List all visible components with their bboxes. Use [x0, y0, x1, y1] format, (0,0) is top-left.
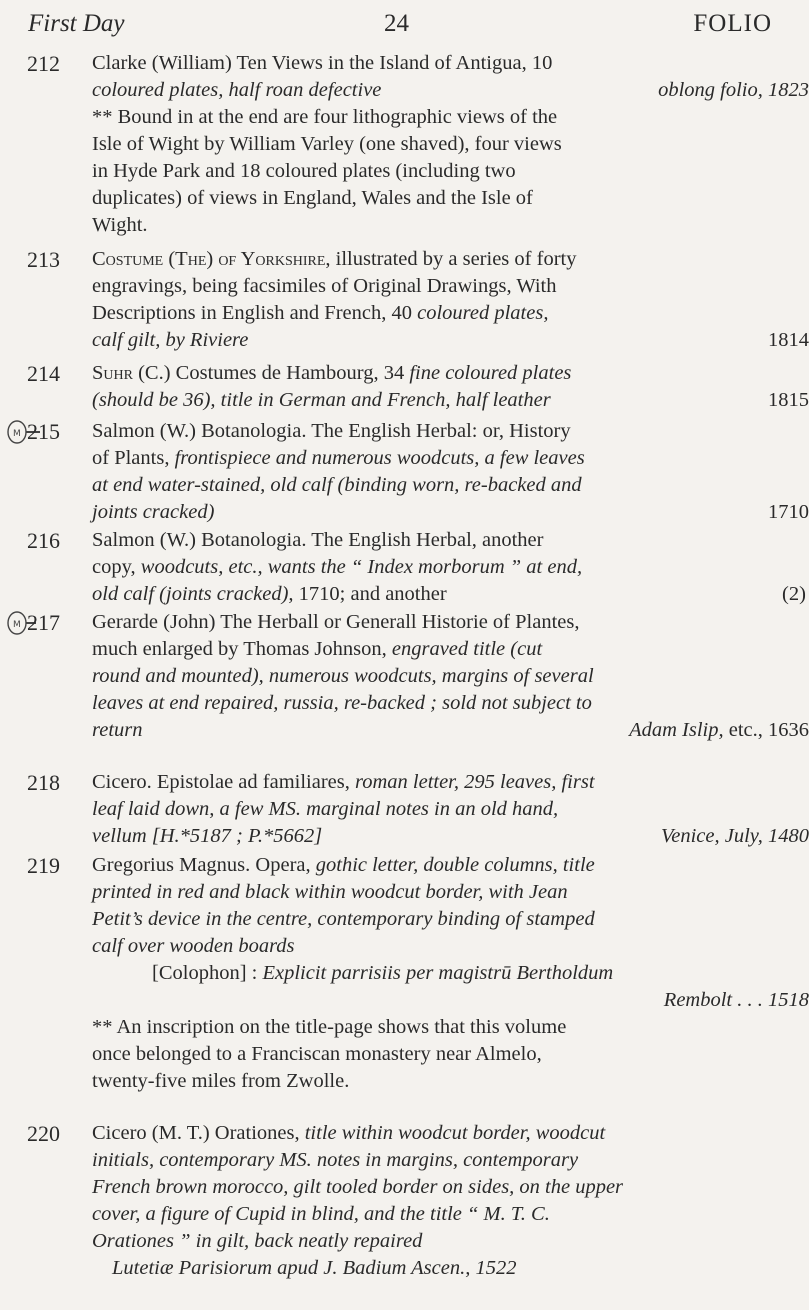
- desc-line: once belonged to a Franciscan monastery near Almelo,: [92, 1043, 542, 1065]
- desc-line: of Plants, frontispiece and numerous woodcuts, a few leaves: [92, 447, 585, 469]
- lot-212: [0, 50, 809, 239]
- desc-line: initials, contemporary MS. notes in margins, contemporary: [92, 1149, 579, 1171]
- lot-description: [92, 360, 809, 414]
- desc-line: much enlarged by Thomas Johnson, engraved title (cut: [92, 638, 543, 660]
- lot-number: 219: [27, 853, 60, 878]
- desc-line: Descriptions in English and French, 40 coloured plates,: [92, 302, 549, 324]
- lot-214: [0, 360, 809, 414]
- desc-line: in Hyde Park and 18 coloured plates (including two: [92, 160, 516, 182]
- desc-line: Gregorius Magnus. Opera, gothic letter, double columns, title: [92, 854, 595, 876]
- lot-description: [92, 609, 809, 744]
- lot-description: [92, 50, 809, 239]
- desc-line: Lutetiæ Parisiorum apud J. Badium Ascen., 1522: [112, 1257, 517, 1279]
- desc-line: joints cracked) 1710: [92, 501, 809, 523]
- desc-line: Cicero. Epistolae ad familiares, roman letter, 295 leaves, first: [92, 771, 595, 793]
- lot-description: [92, 769, 809, 850]
- lot-number: 217: [27, 610, 60, 635]
- lot-description: [92, 852, 809, 1095]
- lot-216: [0, 527, 806, 608]
- desc-line: Suhr (C.) Costumes de Hambourg, 34 fine coloured plates: [92, 362, 572, 384]
- desc-line: French brown morocco, gilt tooled border on sides, on the upper: [92, 1176, 624, 1198]
- desc-line: at end water-stained, old calf (binding worn, re-backed and: [92, 474, 582, 496]
- desc-line: round and mounted), numerous woodcuts, margins of several: [92, 665, 594, 687]
- lot-213: [0, 246, 809, 354]
- lot-number: 215: [27, 419, 60, 444]
- header-format: FOLIO: [693, 10, 772, 37]
- desc-line: return Adam Islip, etc., 1636: [92, 719, 809, 741]
- lot-number: 213: [27, 247, 60, 272]
- desc-line: engravings, being facsimiles of Original Drawings, With: [92, 275, 557, 297]
- desc-line: Costume (The) of Yorkshire, illustrated by a series of forty: [92, 248, 577, 270]
- desc-line: Gerarde (John) The Herball or Generall Historie of Plantes,: [92, 611, 580, 633]
- desc-line: copy, woodcuts, etc., wants the “ Index morborum ” at end,: [92, 556, 583, 578]
- desc-line: twenty-five miles from Zwolle.: [92, 1070, 350, 1092]
- desc-line: duplicates) of views in England, Wales and the Isle of: [92, 187, 533, 209]
- desc-line: cover, a figure of Cupid in blind, and the title “ M. T. C.: [92, 1203, 550, 1225]
- lot-number: 218: [27, 770, 60, 795]
- desc-line: calf gilt, by Riviere 1814: [92, 329, 809, 351]
- lot-219: [0, 852, 809, 1095]
- lot-217: [0, 609, 809, 744]
- lot-description: [92, 246, 809, 354]
- desc-line: Cicero (M. T.) Orationes, title within woodcut border, woodcut: [92, 1122, 606, 1144]
- lot-number: 220: [27, 1121, 60, 1146]
- desc-line: printed in red and black within woodcut border, with Jean: [92, 881, 568, 903]
- desc-line: Clarke (William) Ten Views in the Island of Antigua, 10: [92, 52, 553, 74]
- desc-line: ** Bound in at the end are four lithographic views of the: [92, 106, 558, 128]
- desc-line: Petit’s device in the centre, contemporary binding of stamped: [92, 908, 595, 930]
- desc-line: vellum [H.*5187 ; P.*5662] Venice, July, 1480: [92, 825, 809, 847]
- desc-line: Salmon (W.) Botanologia. The English Herbal, another: [92, 529, 544, 551]
- page-header: [28, 10, 772, 46]
- lot-215: [0, 418, 809, 526]
- desc-line: old calf (joints cracked), 1710; and another (2): [92, 583, 806, 605]
- lot-description: [92, 527, 809, 608]
- lot-number: 216: [27, 528, 60, 553]
- desc-line: ** An inscription on the title-page shows that this volume: [92, 1016, 567, 1038]
- desc-line: (should be 36), title in German and French, half leather 1815: [92, 389, 809, 411]
- desc-line: Isle of Wight by William Varley (one shaved), four views: [92, 133, 562, 155]
- svg-text:M: M: [13, 620, 21, 630]
- svg-text:M: M: [13, 429, 21, 439]
- desc-line: coloured plates, half roan defective oblong folio, 1823: [92, 79, 809, 101]
- desc-line: Salmon (W.) Botanologia. The English Herbal: or, History: [92, 420, 571, 442]
- lot-218: [0, 769, 809, 850]
- desc-line: Rembolt . . . 1518: [663, 989, 809, 1011]
- lot-description: [92, 418, 809, 526]
- header-page-number: 24: [384, 10, 409, 37]
- desc-line: Orationes ” in gilt, back neatly repaired: [92, 1230, 423, 1252]
- lot-220: [0, 1120, 800, 1282]
- desc-line: Wight.: [92, 214, 148, 236]
- lot-description: [92, 1120, 809, 1282]
- desc-line: leaves at end repaired, russia, re-backed ; sold not subject to: [92, 692, 592, 714]
- desc-line: [Colophon] : Explicit parrisiis per magistrū Bertholdum: [152, 962, 614, 984]
- lot-number: 214: [27, 361, 60, 386]
- header-day: First Day: [28, 10, 125, 37]
- desc-line: leaf laid down, a few MS. marginal notes in an old hand,: [92, 798, 559, 820]
- lot-number: 212: [27, 51, 60, 76]
- desc-line: calf over wooden boards: [92, 935, 295, 957]
